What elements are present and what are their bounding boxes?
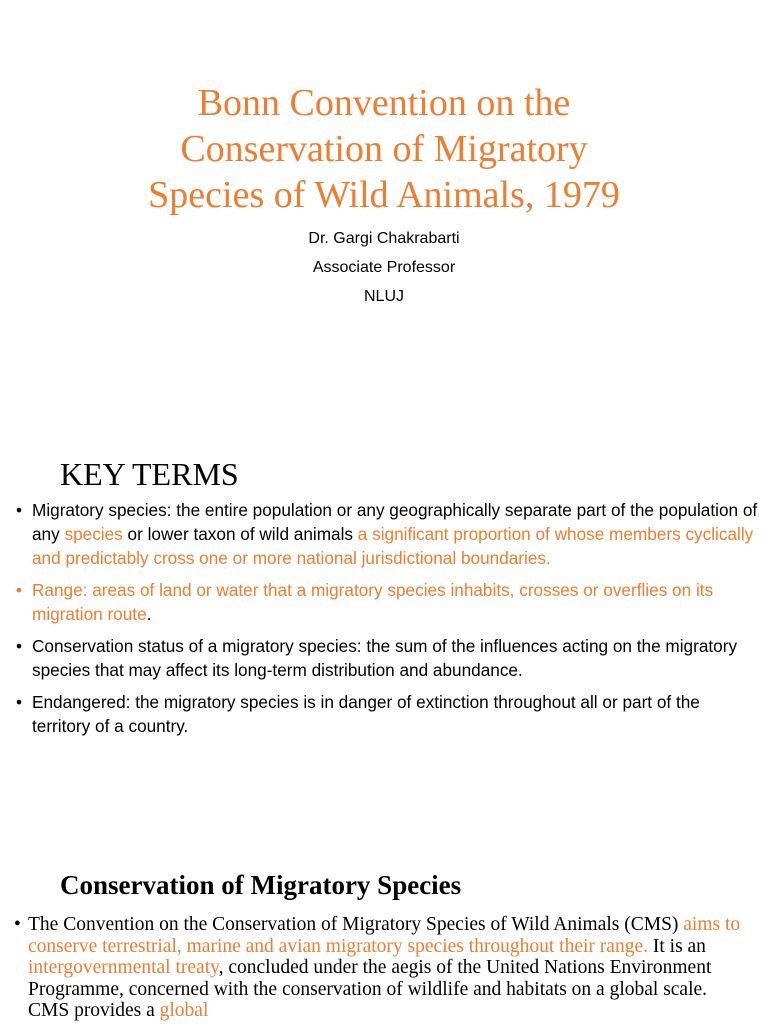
term-text: . [146, 604, 152, 624]
slide-title [40, 80, 728, 218]
list-item [14, 690, 762, 738]
list-item [14, 578, 762, 626]
key-terms-list [14, 498, 762, 746]
key-terms-heading: KEY TERMS [60, 456, 239, 492]
list-item [14, 634, 762, 682]
list-item [14, 498, 762, 570]
highlight-text: a significant proportion of whose members cyclically and predictably cross one or more national jurisdictional boundaries. [32, 524, 754, 568]
author-name: Dr. Gargi Chakrabarti [308, 230, 460, 247]
highlight-text: intergovernmental treaty [28, 957, 219, 978]
title-line-1: Bonn Convention on the [197, 82, 571, 124]
highlight-text: global [159, 1000, 209, 1021]
cms-heading: Conservation of Migratory Species [60, 870, 462, 900]
title-line-2: Conservation of Migratory [180, 128, 588, 170]
highlight-text: species [64, 524, 123, 544]
highlight-text: Range: areas of land or water that a migratory species inhabits, crosses or overflies on its migration route [32, 580, 714, 624]
title-line-3: Species of Wild Animals, 1979 [148, 174, 620, 216]
bullet-marker: • [16, 580, 23, 600]
highlight-text: aims to conserve terrestrial, marine and avian migratory species throughout their range. [28, 914, 741, 957]
key-terms-slide [0, 440, 768, 820]
cms-list [12, 914, 748, 1022]
title-slide [0, 0, 768, 420]
bullet-marker: • [14, 914, 21, 935]
term-text: Conservation status of a migratory species: the sum of the influences acting on the migratory species that may affect its long-term distribution and abundance. [32, 636, 738, 680]
bullet-marker: • [16, 500, 23, 520]
term-text: Migratory species: the entire population or any geographically separate part of the population of any [32, 500, 758, 544]
author-position: Associate Professor [312, 259, 456, 276]
term-text: or lower taxon of wild animals [122, 524, 358, 544]
bullet-marker: • [16, 692, 23, 712]
body-text: It is an [647, 935, 706, 957]
body-text: , concluded under the aegis of the United Nations Environment Programme, concerned with the conservation of wildlife and habitats on a global scale. CMS provides a [28, 957, 712, 1021]
term-text: Endangered: the migratory species is in danger of extinction throughout all or part of the territory of a country. [32, 692, 700, 736]
bullet-marker: • [16, 636, 23, 656]
cms-slide [0, 860, 768, 1024]
author-institution: NLUJ [363, 288, 404, 305]
body-text: The Convention on the Conservation of Migratory Species of Wild Animals (CMS) [28, 914, 684, 935]
list-item [12, 914, 748, 1022]
